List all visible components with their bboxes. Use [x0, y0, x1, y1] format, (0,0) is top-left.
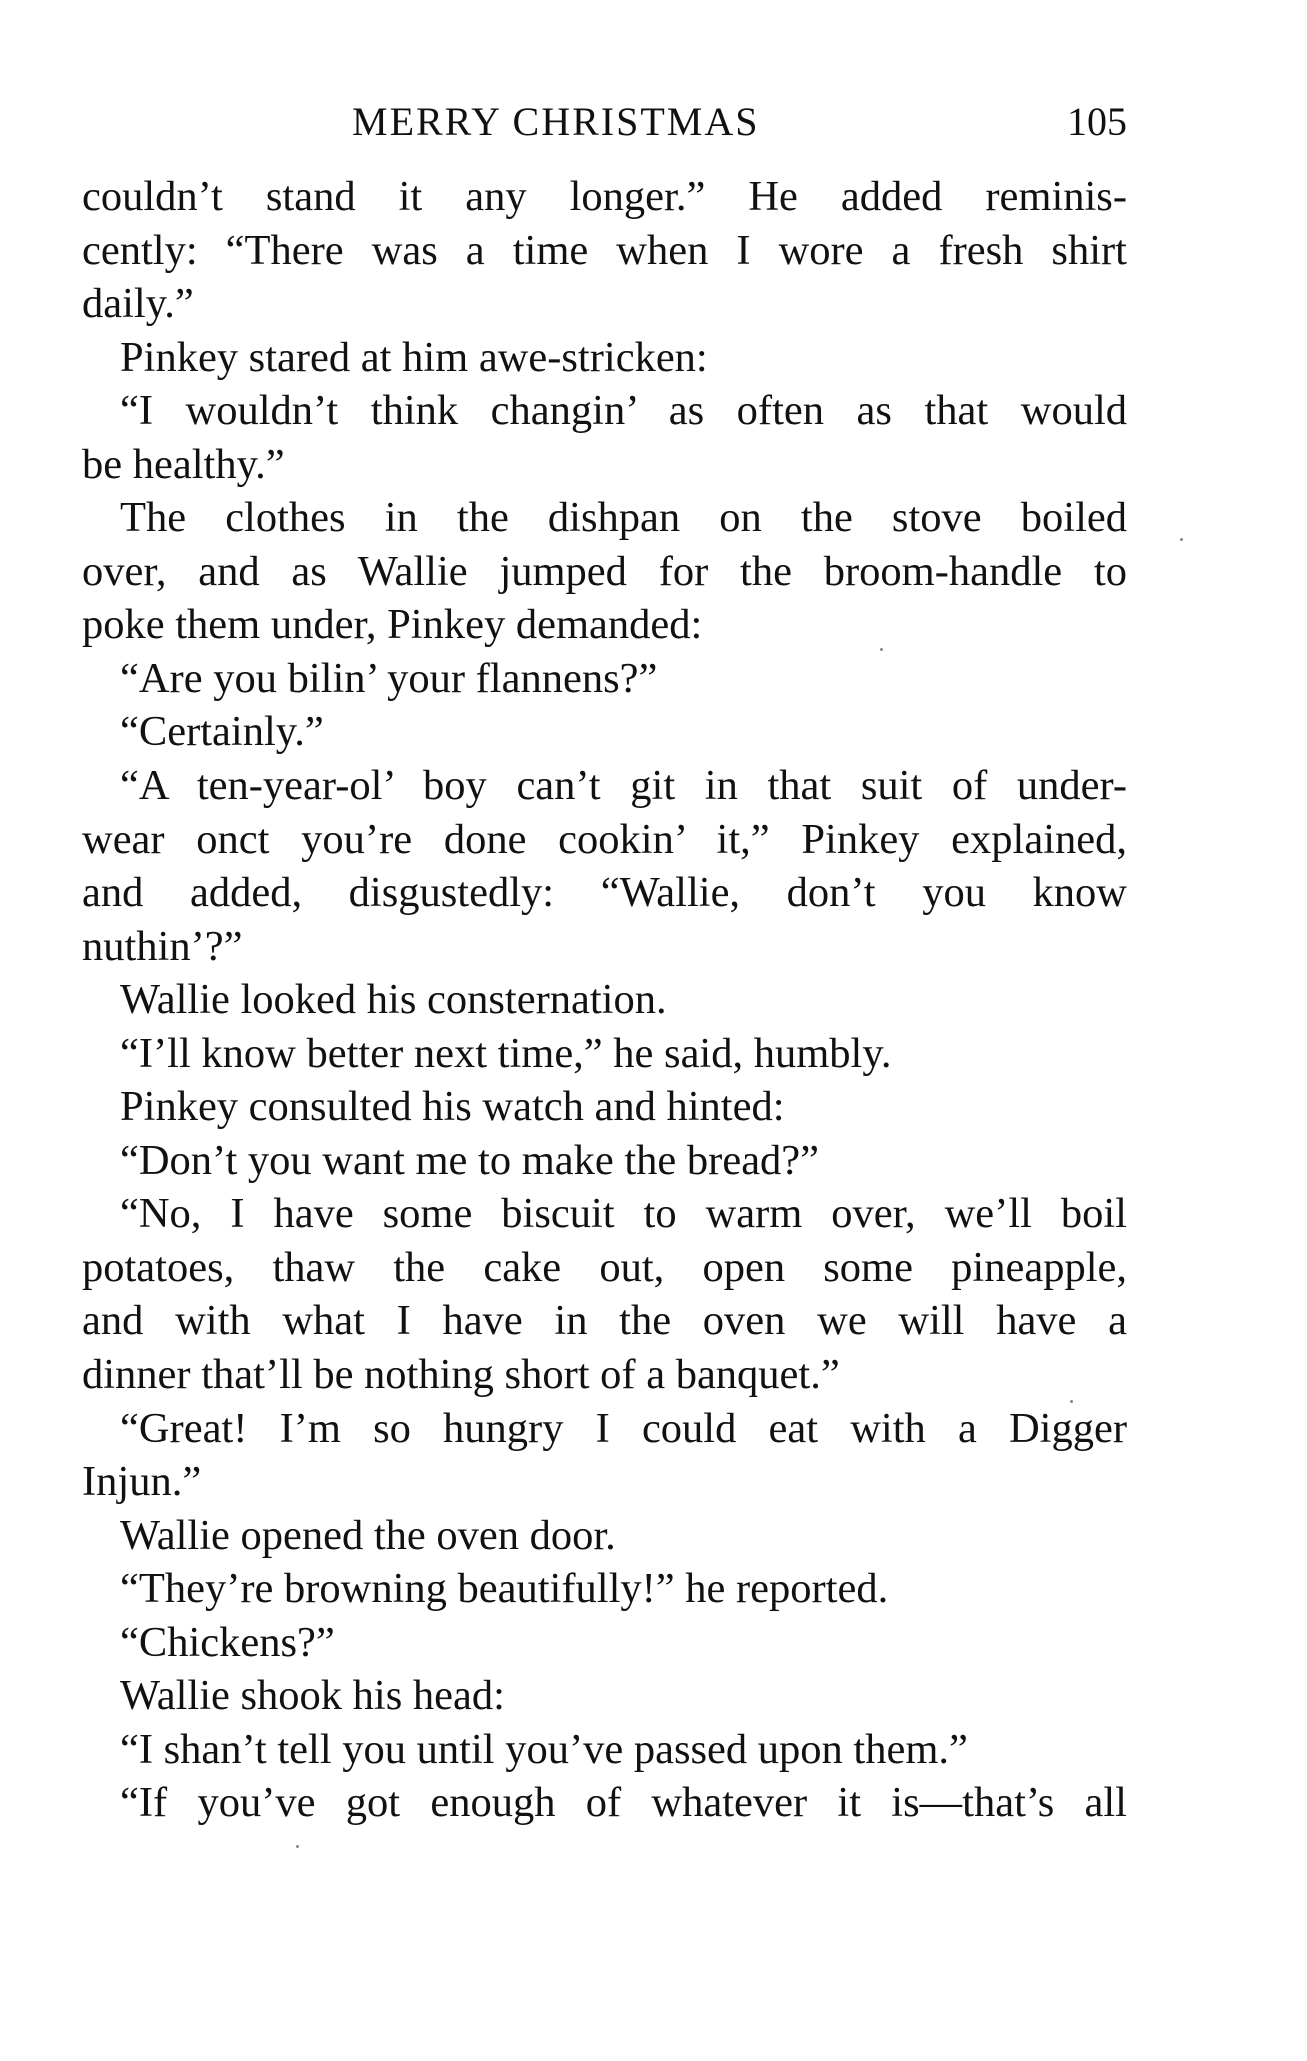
text-line: “I shan’t tell you until you’ve passed upon them.”	[120, 1725, 968, 1773]
text-line: “Don’t you want me to make the bread?”	[120, 1136, 820, 1184]
text-line: nuthin’?”	[82, 922, 243, 970]
text-line: wear onct you’re done cookin’ it,” Pinkey explained,	[82, 815, 1127, 863]
text-line: “I wouldn’t think changin’ as often as that would	[120, 387, 1127, 435]
scan-speck	[1180, 538, 1183, 541]
text-line: and added, disgustedly: “Wallie, don’t you know	[82, 869, 1127, 917]
text-line: dinner that’ll be nothing short of a banquet.”	[82, 1351, 840, 1399]
text-line: “Are you bilin’ your flannens?”	[120, 654, 658, 702]
text-line: “A ten-year-ol’ boy can’t git in that suit of under-	[120, 762, 1127, 810]
text-line: and with what I have in the oven we will have a	[82, 1297, 1127, 1345]
text-line: Pinkey stared at him awe-stricken:	[120, 333, 708, 381]
text-line: “Great! I’m so hungry I could eat with a Digger	[120, 1404, 1127, 1452]
text-line: be healthy.”	[82, 440, 285, 488]
text-line: cently: “There was a time when I wore a fresh shirt	[82, 226, 1127, 274]
scan-speck	[1070, 1400, 1073, 1403]
text-line: Wallie shook his head:	[120, 1672, 505, 1720]
text-line: Pinkey consulted his watch and hinted:	[120, 1083, 785, 1131]
text-line: “I’ll know better next time,” he said, humbly.	[120, 1029, 892, 1077]
text-line: Injun.”	[82, 1458, 202, 1506]
page-header	[82, 92, 1127, 152]
running-head: MERRY CHRISTMAS	[352, 99, 760, 144]
text-line: Wallie looked his consternation.	[120, 976, 667, 1024]
text-line: The clothes in the dishpan on the stove boiled	[120, 494, 1127, 542]
page-number: 105	[1067, 99, 1127, 144]
text-line: “Chickens?”	[120, 1618, 335, 1666]
text-line: “They’re browning beautifully!” he reported.	[120, 1565, 889, 1613]
text-line: couldn’t stand it any longer.” He added reminis-	[82, 173, 1127, 220]
body-text	[82, 170, 1127, 1830]
text-line: daily.”	[82, 280, 194, 328]
text-line: over, and as Wallie jumped for the broom-handle to	[82, 547, 1127, 595]
text-line: “If you’ve got enough of whatever it is—that’s all	[120, 1779, 1127, 1827]
text-line: “Certainly.”	[120, 708, 324, 756]
text-line: “No, I have some biscuit to warm over, we’ll boil	[120, 1190, 1127, 1238]
scan-speck	[296, 1845, 299, 1848]
scan-speck	[880, 648, 883, 651]
text-line: potatoes, thaw the cake out, open some pineapple,	[82, 1243, 1127, 1291]
text-line: poke them under, Pinkey demanded:	[82, 601, 703, 649]
text-line: Wallie opened the oven door.	[120, 1511, 616, 1559]
